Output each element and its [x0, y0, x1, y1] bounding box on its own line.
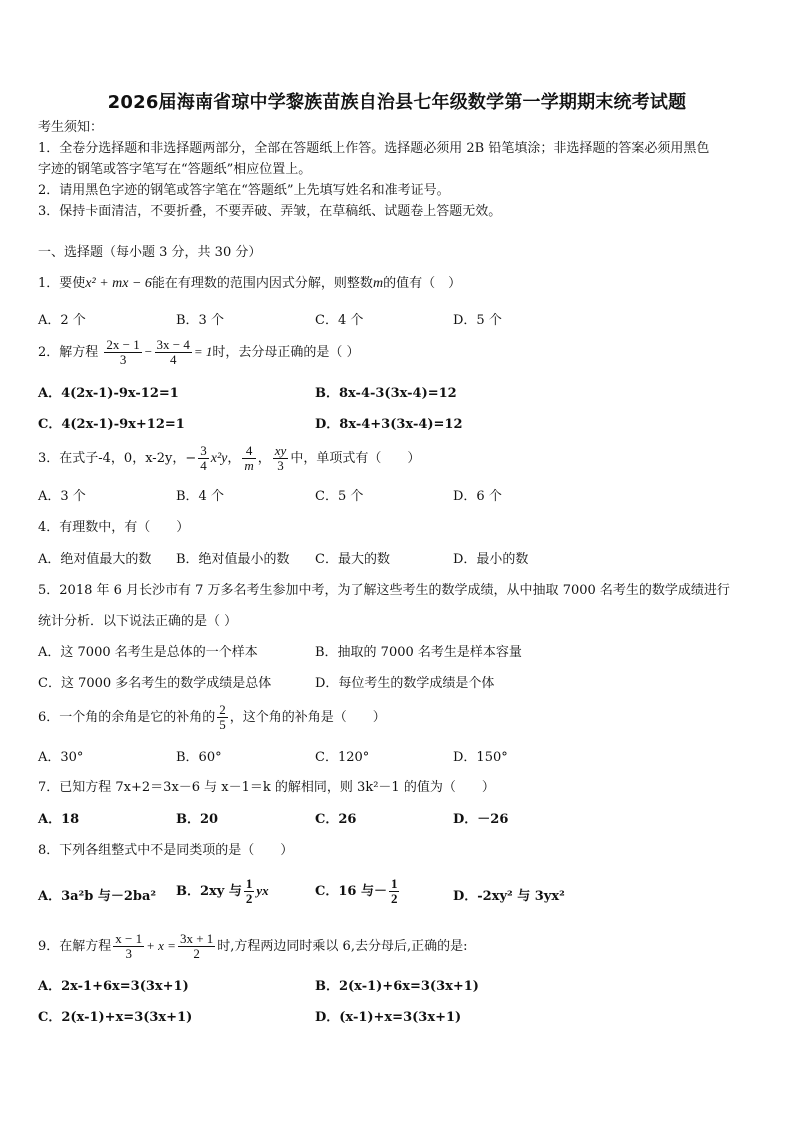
q9-option-a: A．2x-1+6x=3(3x+1) [38, 979, 189, 994]
question-8-stem: 8．下列各组整式中不是同类项的是（ ） [38, 843, 294, 858]
q8-option-c: C．16 与－ $\frac{1}{2}$ [315, 876, 398, 906]
q8-option-c-fraction: $\frac{1}{2}$ [390, 876, 398, 906]
q2-pre: 2．解方程 [38, 345, 99, 360]
q1-post: 的值有（ ） [383, 276, 462, 291]
question-7-stem: 7．已知方程 7x+2＝3x－6 与 x－1＝k 的解相同，则 3k²－1 的值为（ ） [38, 780, 495, 795]
q6-post: ，这个角的补角是（ ） [229, 710, 386, 725]
q2-post: 时，去分母正确的是（ ） [212, 345, 360, 360]
q6-fraction: $\frac{2}{5}$ [219, 702, 226, 732]
q6-option-d: D．150° [453, 750, 508, 765]
question-3-stem: 3．在式子-4，0，x-2y，− $\frac{3}{4}$ x²y， $\frac{4}{m}$ ， $\frac{xy}{3}$ 中，单项式有（ ） [38, 443, 421, 473]
q1-option-a: A．2 个 [38, 313, 86, 328]
q1-expression: x² + mx − 6 [85, 276, 152, 291]
q9-option-b: B．2(x-1)+6x=3(3x+1) [315, 979, 479, 994]
q9-option-c: C．2(x-1)+x=3(3x+1) [38, 1010, 193, 1025]
section-heading: 一、选择题（每小题 3 分，共 30 分） [38, 245, 262, 260]
q2-eq: = 1 [193, 344, 213, 359]
q1-option-d: D．5 个 [453, 313, 502, 328]
q9-pre: 9．在解方程 [38, 939, 112, 954]
q4-option-b: B．绝对值最小的数 [176, 552, 290, 567]
q1-pre: 1．要使 [38, 276, 86, 291]
question-5-stem-line1: 5．2018 年 6 月长沙市有 7 万多名考生参加中考，为了解这些考生的数学成绩，从中抽取 7000 名考生的数学成绩进行 [38, 583, 730, 598]
q7-option-c: C．26 [315, 812, 357, 827]
q4-option-c: C．最大的数 [315, 552, 390, 567]
q7-option-a: A．18 [38, 812, 80, 827]
q4-option-a: A．绝对值最大的数 [38, 552, 152, 567]
page-title: 2026届海南省琼中学黎族苗族自治县七年级数学第一学期期末统考试题 [107, 92, 687, 113]
q5-option-a: A．这 7000 名考生是总体的一个样本 [38, 645, 258, 660]
q8-option-a: A．3a²b 与－2ba² [38, 889, 157, 904]
notice-item: 2．请用黑色字迹的钢笔或答字笔在“答题纸”上先填写姓名和准考证号。 [38, 183, 450, 198]
q5-option-d: D．每位考生的数学成绩是个体 [315, 676, 495, 691]
q3-option-d: D．6 个 [453, 489, 502, 504]
q5-option-c: C．这 7000 多名考生的数学成绩是总体 [38, 676, 272, 691]
q1-var: m [372, 276, 384, 291]
q9-option-d: D．(x-1)+x=3(3x+1) [315, 1010, 462, 1025]
q9-fraction-1: $\frac{x - 1}{3}$ [115, 931, 143, 961]
q6-option-a: A．30° [38, 750, 84, 765]
q3-fraction-1: $\frac{3}{4}$ [200, 443, 207, 473]
q2-option-d: D．8x-4+3(3x-4)=12 [315, 417, 463, 432]
notice-item: 1．全卷分选择题和非选择题两部分，全部在答题纸上作答。选择题必须用 2B 铅笔填涂；非选择题的答案必须用黑色 [38, 141, 710, 156]
q1-option-c: C．4 个 [315, 313, 364, 328]
question-9-stem: 9．在解方程 $\frac{x - 1}{3}$ + x = $\frac{3x + 1}{2}$ 时,方程两边同时乘以 6,去分母后,正确的是: [38, 931, 468, 961]
q2-option-b: B．8x-4-3(3x-4)=12 [315, 386, 457, 401]
notice-heading: 考生须知： [38, 120, 104, 135]
q8-option-d: D．-2xy² 与 3yx² [453, 889, 565, 904]
q8-option-b: B．2xy 与 $\frac{1}{2}$ yx [176, 876, 269, 906]
q2-option-c: C．4(2x-1)-9x+12=1 [38, 417, 185, 432]
question-2-stem: 2．解方程 $\frac{2x - 1}{3}$ − $\frac{3x - 4}{4}$ = 1时，去分母正确的是（ ） [38, 337, 360, 367]
question-1-stem [38, 276, 461, 292]
q3-option-b: B．4 个 [176, 489, 224, 504]
question-6-stem [38, 703, 386, 732]
q3-post: 中，单项式有（ ） [290, 451, 421, 466]
q6-option-b: B．60° [176, 750, 222, 765]
q6-pre: 6．一个角的余角是它的补角的 [38, 710, 216, 725]
q3-pre: 3．在式子-4，0，x-2y， [38, 451, 186, 466]
q9-fraction-2: $\frac{3x + 1}{2}$ [179, 931, 214, 961]
q2-fraction-2: $\frac{3x - 4}{4}$ [156, 337, 190, 367]
q8-option-b-fraction: $\frac{1}{2}$ [245, 876, 253, 906]
q1-option-b: B．3 个 [176, 313, 224, 328]
q9-post: 时,方程两边同时乘以 6,去分母后,正确的是: [217, 939, 468, 954]
q2-fraction-1: $\frac{2x - 1}{3}$ [106, 337, 140, 367]
q6-option-c: C．120° [315, 750, 370, 765]
q7-option-d: D．－26 [453, 812, 509, 827]
q3-option-a: A．3 个 [38, 489, 86, 504]
notice-item: 字迹的钢笔或答字笔写在“答题纸”相应位置上。 [38, 162, 312, 177]
q7-option-b: B．20 [176, 812, 219, 827]
q3-fraction-3: $\frac{xy}{3}$ [274, 443, 287, 473]
question-5-stem-line2: 统计分析．以下说法正确的是（ ） [38, 614, 238, 629]
question-4-stem: 4．有理数中，有（ ） [38, 520, 190, 535]
q1-mid: 能在有理数的范围内因式分解，则整数 [151, 276, 373, 291]
q2-option-a: A．4(2x-1)-9x-12=1 [38, 386, 179, 401]
q5-option-b: B．抽取的 7000 名考生是样本容量 [315, 645, 522, 660]
q3-option-c: C．5 个 [315, 489, 364, 504]
q4-option-d: D．最小的数 [453, 552, 529, 567]
q3-fraction-2: $\frac{4}{m}$ [244, 443, 254, 473]
notice-item: 3．保持卡面清洁，不要折叠，不要弄破、弄皱，在草稿纸、试题卷上答题无效。 [38, 204, 502, 219]
